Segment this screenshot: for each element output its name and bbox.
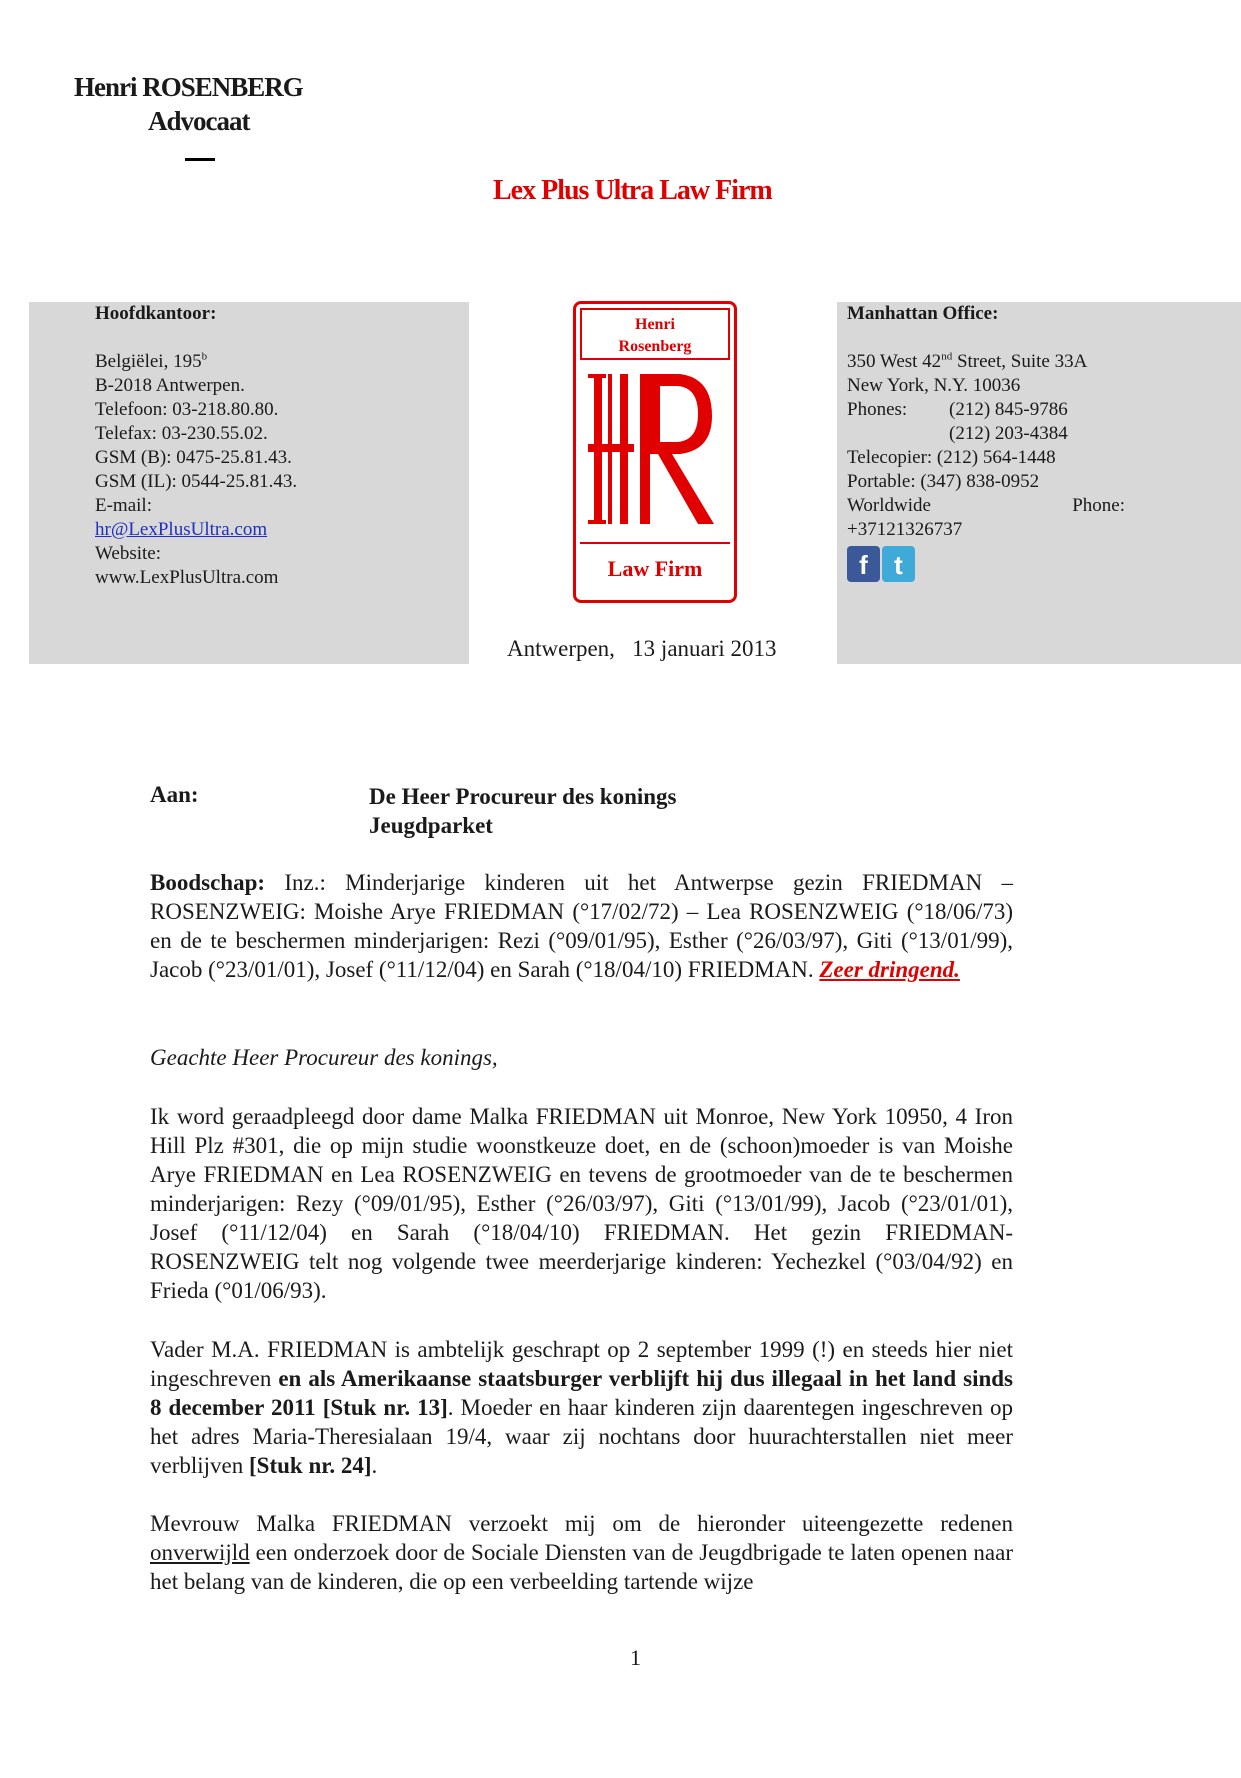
manhattan-telecopier: Telecopier: (212) 564-1448 (847, 447, 1056, 468)
facebook-icon[interactable]: f (847, 546, 880, 582)
author-title: Advocaat (148, 106, 250, 136)
letter-date: Antwerpen, 13 januari 2013 (507, 636, 777, 661)
paragraph-2: Vader M.A. FRIEDMAN is ambtelijk geschrapt op 2 september 1999 (!) en steeds hier niet ingeschreven en als Amerikaanse staatsburger verblijft hij dus illegaal in het land sinds 8 december 2011 [Stuk nr. 13]. Moeder en haar kinderen zijn daarentegen ingeschreven op het adres Maria-Theresialaan 19/4, waar zij nochtans door huurachterstallen niet meer verblijven [Stuk nr. 24]. (150, 1337, 1014, 1478)
manhattan-worldwide-number: +37121326737 (847, 519, 963, 540)
salutation: Geachte Heer Procureur des konings, (150, 1045, 498, 1070)
recipient-label: Aan: (150, 782, 199, 807)
website-label: Website: (95, 543, 162, 564)
paragraph-3: Mevrouw Malka FRIEDMAN verzoekt mij om de hieronder uiteengezette redenen onverwijld een onderzoek door de Sociale Diensten van de Jeugdbrigade te laten openen naar het belang van de kinderen, die op een verbeelding tartende wijze (150, 1511, 1013, 1594)
manhattan-worldwide: Worldwide Phone: (847, 495, 1125, 516)
urgent-flag: Zeer dringend. (819, 957, 960, 982)
manhattan-portable: Portable: (347) 838-0952 (847, 471, 1040, 492)
head-office-info (95, 302, 297, 590)
head-office-street: Belgiëlei, 195$^b$ (95, 350, 208, 372)
head-office-label: Hoofdkantoor: (95, 303, 217, 324)
message-label: Boodschap: (150, 870, 266, 895)
manhattan-office-info (847, 302, 1125, 582)
manhattan-phone2: (212) 203-4384 (949, 423, 1068, 444)
header-dash (185, 158, 215, 161)
head-office-gsm-b: GSM (B): 0475-25.81.43. (95, 447, 292, 468)
recipient-line2: Jeugdparket (369, 813, 493, 838)
social-icons (847, 546, 915, 582)
recipient-line1: De Heer Procureur des konings (369, 784, 677, 809)
head-office-city: B-2018 Antwerpen. (95, 375, 245, 396)
manhattan-city: New York, N.Y. 10036 (847, 375, 1021, 396)
head-office-fax: Telefax: 03-230.55.02. (95, 423, 268, 444)
logo-top-line1: Henri (635, 316, 675, 333)
page-number: 1 (630, 1645, 641, 1670)
email-label: E-mail: (95, 495, 152, 516)
recipient (369, 782, 677, 840)
manhattan-phone1: Phones: (212) 845-9786 (847, 399, 1068, 420)
firm-logo (573, 301, 737, 603)
head-office-gsm-il: GSM (IL): 0544-25.81.43. (95, 471, 298, 492)
logo-monogram (576, 364, 730, 534)
author-name: Henri ROSENBERG (74, 72, 303, 102)
twitter-icon[interactable]: t (882, 546, 915, 582)
manhattan-office-label: Manhattan Office: (847, 303, 999, 324)
logo-top-line2: Rosenberg (618, 338, 692, 355)
message-block (150, 868, 1013, 984)
website-url: www.LexPlusUltra.com (95, 567, 279, 588)
paragraph-1: Ik word geraadpleegd door dame Malka FRIEDMAN uit Monroe, New York 10950, 4 Iron Hill Plz #301, die op mijn studie woonstkeuze doet, en de (schoon)moeder is van Moishe Arye FRIEDMAN en Lea ROSENZWEIG en tevens de grootmoeder van de te beschermen minderjarigen: Rezy (°09/01/95), Esther (°26/03/97), Giti (°13/01/99), Jacob (°23/01/01), Josef (°11/12/04) en Sarah (°18/04/10) FRIEDMAN. Het gezin FRIEDMAN-ROSENZWEIG telt nog volgende twee meerderjarige kinderen: Yechezkel (°03/04/92) en Frieda (°01/06/93). (150, 1104, 1013, 1303)
message-text: Inz.: Minderjarige kinderen uit het Antwerpse gezin FRIEDMAN – ROSENZWEIG: Moishe Arye FRIEDMAN (°17/02/72) – Lea ROSENZWEIG (°18/06/73) en de te beschermen minderjarigen: Rezi (°09/01/95), Esther (°26/03/97), Giti (°13/01/99), Jacob (°23/01/01), Josef (°11/12/04) en Sarah (°18/04/10) FRIEDMAN. (150, 870, 1013, 982)
logo-bottom-text: Law Firm (580, 542, 730, 596)
head-office-phone: Telefoon: 03-218.80.80. (95, 399, 279, 420)
email-link[interactable]: hr@LexPlusUltra.com (95, 519, 268, 540)
firm-name: Lex Plus Ultra Law Firm (493, 175, 772, 206)
manhattan-street: 350 West 42nd Street, Suite 33A (847, 350, 1088, 372)
